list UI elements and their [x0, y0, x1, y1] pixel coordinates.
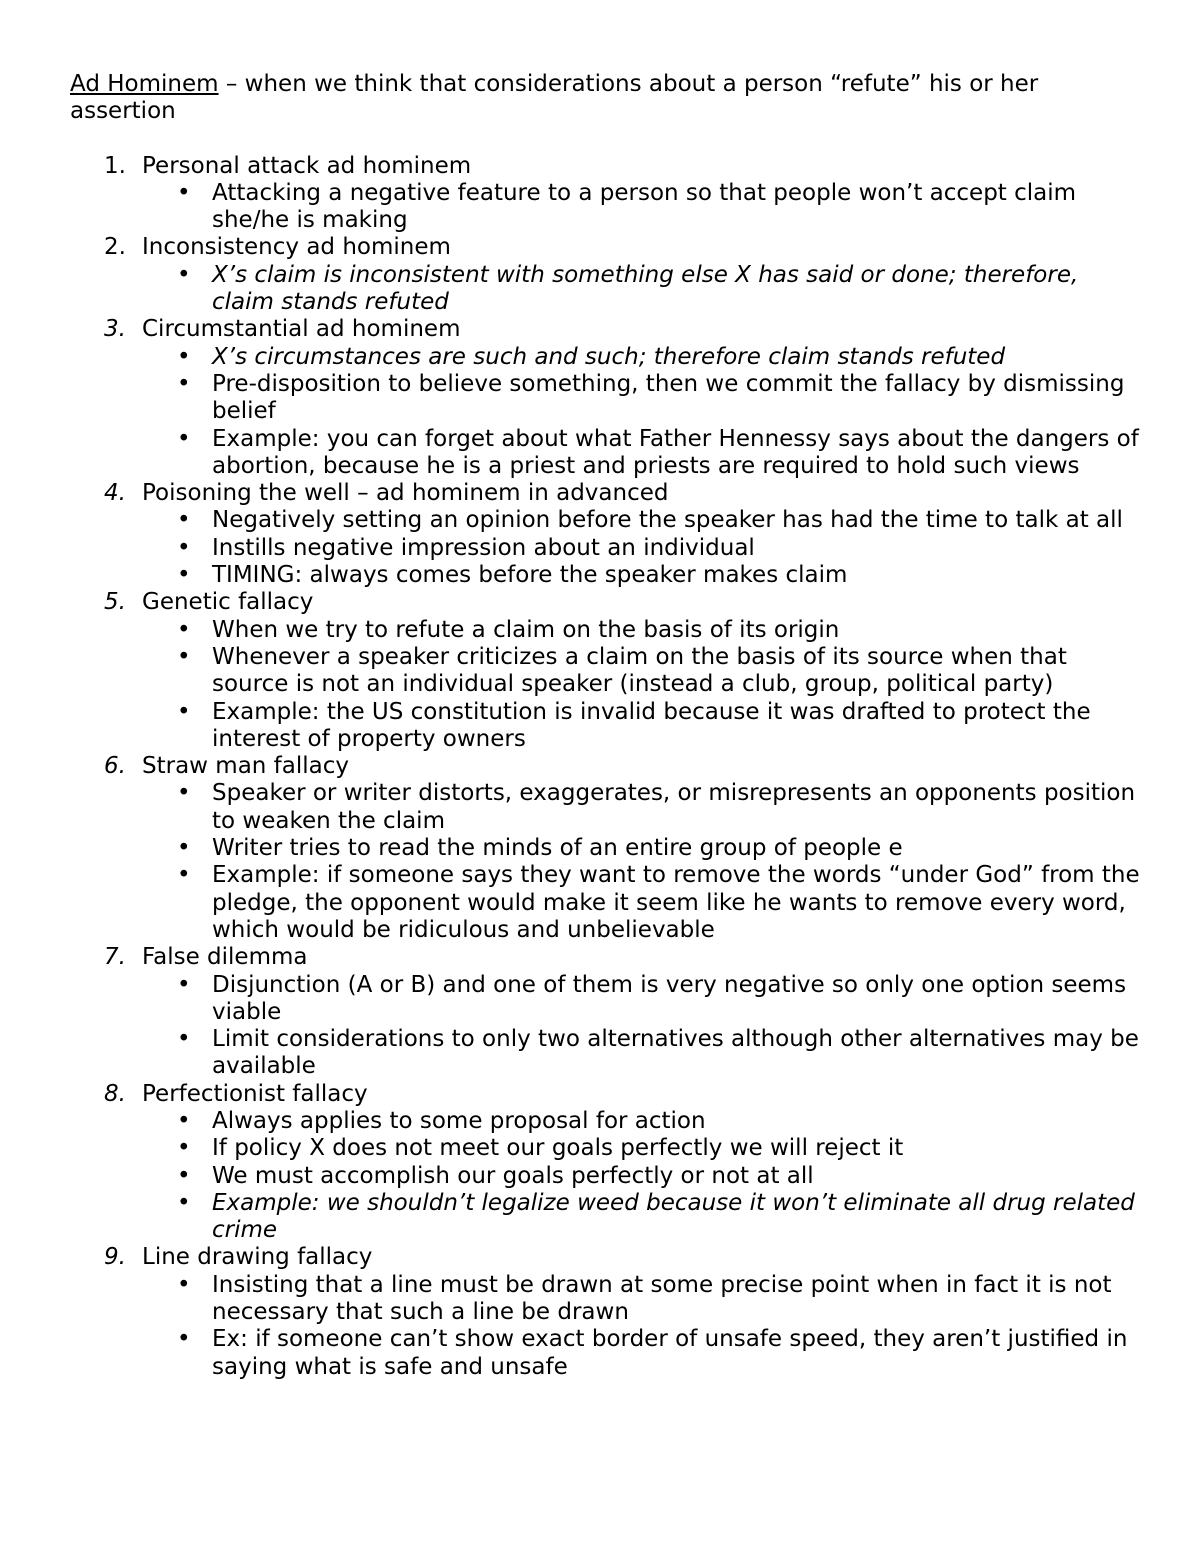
list-item: [142, 507, 1140, 534]
fallacy-item: [70, 1081, 1140, 1245]
fallacy-points: [142, 1272, 1140, 1381]
fallacy-number: 6.: [104, 753, 126, 780]
fallacy-list: [70, 153, 1140, 1381]
fallacy-title: Line drawing fallacy: [142, 1244, 373, 1271]
point-text: Example: the US constitution is invalid because it was drafted to protect the interest of property owners: [212, 698, 1091, 752]
bullet-icon: •: [177, 862, 191, 889]
list-item: [142, 1190, 1140, 1245]
intro-definition: – when we think that considerations about a person “refute” his or her assertion: [70, 71, 1039, 125]
bullet-icon: •: [177, 616, 191, 643]
fallacy-points: [142, 180, 1140, 235]
point-text: Instills negative impression about an individual: [212, 534, 755, 561]
bullet-icon: •: [177, 1271, 191, 1298]
bullet-icon: •: [177, 1189, 191, 1216]
fallacy-title: Inconsistency ad hominem: [142, 234, 451, 261]
fallacy-points: [142, 507, 1140, 589]
list-item: [142, 426, 1140, 481]
fallacy-points: [142, 617, 1140, 753]
list-item: [142, 180, 1140, 235]
list-item: [142, 644, 1140, 699]
bullet-icon: •: [177, 1135, 191, 1162]
list-item: [142, 617, 1140, 644]
point-text: Always applies to some proposal for action: [212, 1107, 706, 1134]
fallacy-number: 4.: [104, 480, 126, 507]
bullet-icon: •: [177, 1107, 191, 1134]
fallacy-title: False dilemma: [142, 944, 308, 971]
point-text: Attacking a negative feature to a person so that people won’t accept claim she/he is making: [212, 179, 1077, 234]
fallacy-number: 3.: [104, 316, 126, 343]
point-text: X’s circumstances are such and such; therefore claim stands refuted: [212, 343, 1006, 370]
fallacy-number: 2.: [104, 234, 126, 261]
fallacy-item: [70, 753, 1140, 944]
fallacy-points: [142, 972, 1140, 1081]
list-item: [142, 1326, 1140, 1381]
bullet-icon: •: [177, 425, 191, 452]
list-item: [142, 1026, 1140, 1081]
fallacy-points: [142, 262, 1140, 317]
bullet-icon: •: [177, 261, 191, 288]
point-text: When we try to refute a claim on the basis of its origin: [212, 616, 840, 643]
list-item: [142, 562, 1140, 589]
list-item: [142, 1108, 1140, 1135]
point-text: Disjunction (A or B) and one of them is very negative so only one option seems viable: [212, 971, 1127, 1025]
document-page: [70, 71, 1140, 1381]
bullet-icon: •: [177, 643, 191, 670]
point-text: Example: you can forget about what Father Hennessy says about the dangers of abortion, because he is a priest and priests are required to hold such views: [212, 425, 1139, 479]
fallacy-number: 8.: [104, 1080, 126, 1107]
bullet-icon: •: [177, 698, 191, 725]
point-text: If policy X does not meet our goals perfectly we will reject it: [212, 1135, 904, 1162]
fallacy-item: [70, 316, 1140, 480]
point-text: Insisting that a line must be drawn at some precise point when in fact it is not necessary that such a line be drawn: [212, 1271, 1112, 1326]
point-text: Example: if someone says they want to remove the words “under God” from the pledge, the opponent would make it seem like he wants to remove every word, which would be ridiculous and unbelievable: [212, 862, 1140, 943]
point-text: We must accomplish our goals perfectly or not at all: [212, 1162, 814, 1189]
bullet-icon: •: [177, 971, 191, 998]
point-text: Pre-disposition to believe something, then we commit the fallacy by dismissing belief: [212, 370, 1125, 425]
list-item: [142, 780, 1140, 835]
fallacy-item: [70, 153, 1140, 235]
fallacy-title: Perfectionist fallacy: [142, 1080, 368, 1107]
intro-paragraph: [70, 71, 1140, 126]
point-text: Speaker or writer distorts, exaggerates, or misrepresents an opponents position to weaken the claim: [212, 780, 1136, 834]
fallacy-item: [70, 589, 1140, 753]
fallacy-points: [142, 1108, 1140, 1244]
fallacy-title: Genetic fallacy: [142, 589, 314, 616]
bullet-icon: •: [177, 780, 191, 807]
bullet-icon: •: [177, 343, 191, 370]
fallacy-item: [70, 1244, 1140, 1380]
fallacy-points: [142, 780, 1140, 944]
list-item: [142, 262, 1140, 317]
fallacy-title: Straw man fallacy: [142, 753, 349, 780]
point-text: Whenever a speaker criticizes a claim on the basis of its source when that source is not an individual speaker (instead a club, group, political party): [212, 643, 1067, 698]
point-text: Writer tries to read the minds of an entire group of people e: [212, 835, 903, 862]
point-text: X’s claim is inconsistent with something else X has said or done; therefore, claim stands refuted: [212, 261, 1079, 316]
bullet-icon: •: [177, 1026, 191, 1053]
fallacy-item: [70, 234, 1140, 316]
bullet-icon: •: [177, 835, 191, 862]
list-item: [142, 972, 1140, 1027]
bullet-icon: •: [177, 534, 191, 561]
bullet-icon: •: [177, 562, 191, 589]
point-text: TIMING: always comes before the speaker makes claim: [212, 562, 848, 589]
point-text: Example: we shouldn’t legalize weed because it won’t eliminate all drug related crime: [212, 1189, 1135, 1244]
fallacy-title: Circumstantial ad hominem: [142, 316, 461, 343]
list-item: [142, 1135, 1140, 1162]
fallacy-number: 7.: [104, 944, 126, 971]
list-item: [142, 699, 1140, 754]
point-text: Ex: if someone can’t show exact border of unsafe speed, they aren’t justified in saying what is safe and unsafe: [212, 1326, 1128, 1380]
fallacy-item: [70, 480, 1140, 589]
list-item: [142, 371, 1140, 426]
intro-term: Ad Hominem: [70, 71, 219, 97]
bullet-icon: •: [177, 507, 191, 534]
point-text: Limit considerations to only two alternatives although other alternatives may be available: [212, 1026, 1139, 1080]
fallacy-number: 5.: [104, 589, 126, 616]
fallacy-title: Poisoning the well – ad hominem in advanced: [142, 480, 669, 507]
fallacy-number: 1.: [104, 152, 126, 179]
list-item: [142, 862, 1140, 944]
fallacy-title: Personal attack ad hominem: [142, 152, 472, 179]
point-text: Negatively setting an opinion before the speaker has had the time to talk at all: [212, 507, 1123, 534]
list-item: [142, 1163, 1140, 1190]
bullet-icon: •: [177, 1326, 191, 1353]
bullet-icon: •: [177, 179, 191, 206]
fallacy-points: [142, 344, 1140, 480]
bullet-icon: •: [177, 1162, 191, 1189]
list-item: [142, 344, 1140, 371]
fallacy-item: [70, 944, 1140, 1080]
bullet-icon: •: [177, 370, 191, 397]
list-item: [142, 1272, 1140, 1327]
list-item: [142, 535, 1140, 562]
list-item: [142, 835, 1140, 862]
fallacy-number: 9.: [104, 1244, 126, 1271]
